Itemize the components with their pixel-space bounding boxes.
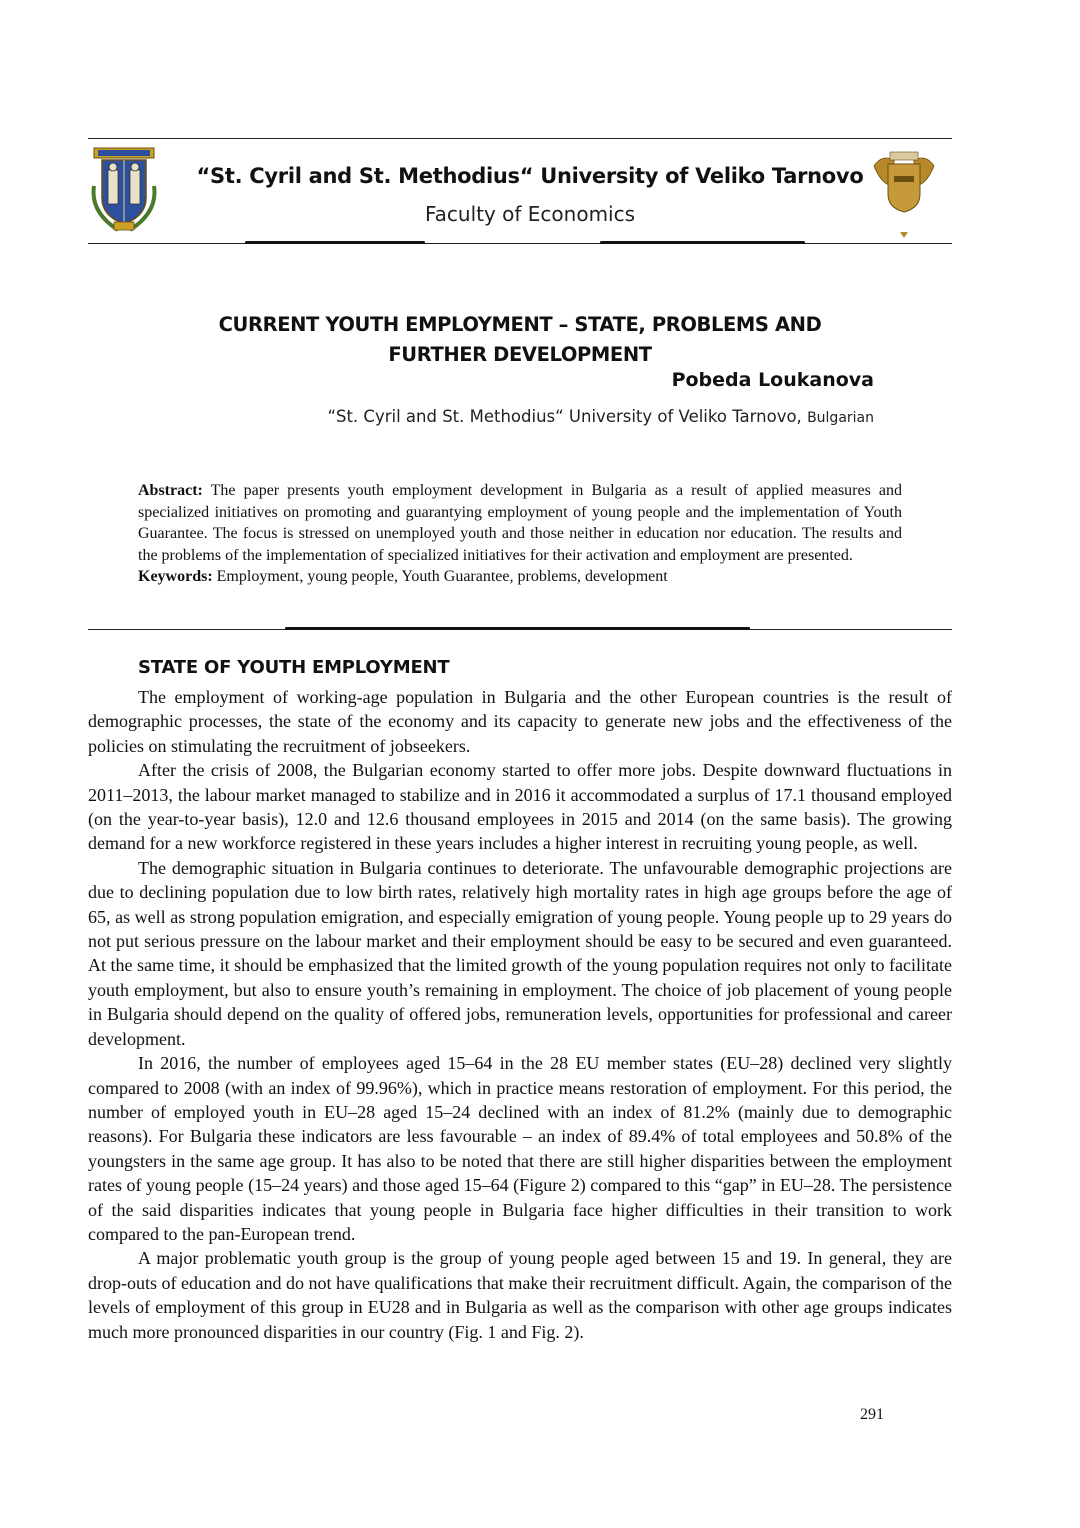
keywords-paragraph <box>138 566 902 588</box>
body-paragraph: In 2016, the number of employees aged 15–64 in the 28 EU member states (EU–28) declined very slightly compared to 2008 (with an index of 99.96%), which in practice means restoration of employment. For this period, the number of employed youth in EU–28 aged 15–24 declined with an index of 81.2% (mainly due to demographic reasons). For Bulgaria these indicators are less favourable – an index of 89.4% of total employees and 50.8% of the youngsters in the same age group. It has also to be noted that there are still higher disparities between the employment rates of young people (15–24 years) and those aged 15–64 (Figure 2) compared to this “gap” in EU–28. The persistence of the said disparities indicates that young people in Bulgaria face higher difficulties in their transition to work compared to the pan-European trend. <box>88 1053 952 1244</box>
paper-title-line: FURTHER DEVELOPMENT <box>388 343 652 366</box>
section-body <box>88 685 952 1344</box>
paper-title-line: CURRENT YOUTH EMPLOYMENT – STATE, PROBLEMS AND <box>218 313 822 336</box>
faculty-helmet-logo <box>868 146 940 244</box>
body-paragraph: After the crisis of 2008, the Bulgarian economy started to offer more jobs. Despite downward fluctuations in 2011–2013, the labour market managed to stabilize and in 2016 it accommodated a surplus of 17.1 thousand employed (on the year-to-year basis), 12.0 and 12.6 thousand employees in 2015 and 2014 (on the same basis). The growing demand for a new workforce registered in these years includes a higher interest in recruiting young people, as well. <box>88 760 952 854</box>
author-affiliation <box>327 407 874 426</box>
abstract-text: The paper presents youth employment development in Bulgaria as a result of applied measures and specialized initiatives on promoting and guarantying employment of young people and the implementation of Youth Guarantee. The focus is stressed on unemployed youth and those neither in education nor education. The results and the problems of the implementation of specialized initiatives for their activation and employment are presented. <box>138 482 902 564</box>
keywords-text: Employment, young people, Youth Guarantee, problems, development <box>216 568 668 585</box>
affiliation-text: “St. Cyril and St. Methodius“ University of Veliko Tarnovo, <box>327 407 802 426</box>
paper-title <box>140 310 900 370</box>
body-paragraph: The demographic situation in Bulgaria continues to deteriorate. The unfavourable demographic projections are due to declining population due to low birth rates, relatively high mortality rates in high age groups before the age of 65, as well as strong population emigration, and especially emigration of young people. Young people up to 29 years do not put serious pressure on the labour market and their employment should be easy to be secured and even guaranteed. At the same time, it should be emphasized that the limited growth of the young population requires not only to facilitate youth employment, but also to ensure youth’s remaining in employment. The choice of job placement of young people in Bulgaria should depend on the quality of offered jobs, remuneration levels, opportunities for professional and career development. <box>88 857 952 1049</box>
header-accent-rule <box>600 241 805 244</box>
university-name: “St. Cyril and St. Methodius“ University of Veliko Tarnovo <box>196 164 864 188</box>
university-crest-logo <box>88 146 160 236</box>
page-number: 291 <box>860 1406 884 1423</box>
section-heading: STATE OF YOUTH EMPLOYMENT <box>138 657 450 678</box>
abstract-paragraph <box>138 480 902 566</box>
abstract-label: Abstract: <box>138 482 203 499</box>
abstract-block <box>138 480 902 588</box>
body-paragraph: The employment of working-age population in Bulgaria and the other European countries is the result of demographic processes, the state of the economy and its capacity to generate new jobs and the effectiveness of the policies on stimulating the recruitment of jobseekers. <box>88 687 952 756</box>
header-bottom-rule <box>88 243 952 244</box>
header-accent-rule <box>245 241 425 244</box>
keywords-label: Keywords: <box>138 568 213 585</box>
faculty-name: Faculty of Economics <box>424 202 636 226</box>
author-name: Pobeda Loukanova <box>671 369 874 391</box>
abstract-separator-accent <box>285 627 750 630</box>
affiliation-country: Bulgarian <box>807 410 874 426</box>
body-paragraph: A major problematic youth group is the group of young people aged between 15 and 19. In general, they are drop-outs of education and do not have qualifications that make their recruitment difficult. Again, the comparison of the levels of employment of this group in EU28 and in Bulgaria as well as the comparison with other age groups indicates much more pronounced disparities in our country (Fig. 1 and Fig. 2). <box>88 1248 952 1342</box>
header-top-rule <box>88 138 952 139</box>
